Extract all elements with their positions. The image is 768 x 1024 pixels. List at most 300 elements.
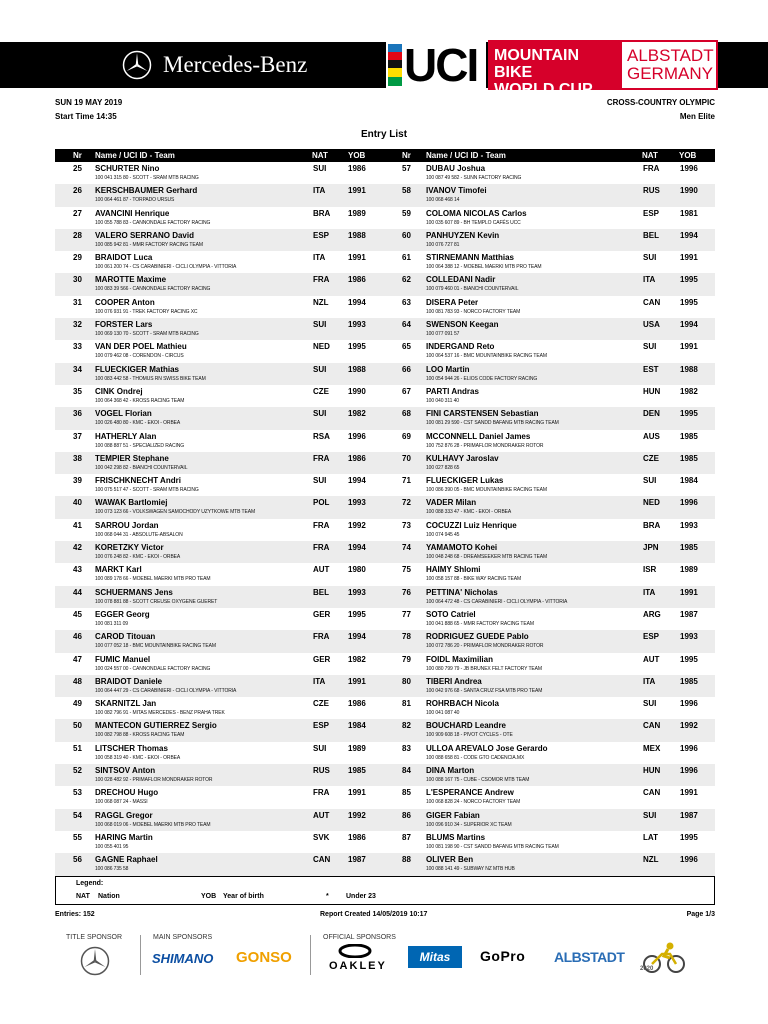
rider-number: 64	[402, 320, 411, 330]
rider-uci-team: 100 076 727 81	[426, 241, 460, 248]
rider-nation: CAN	[643, 297, 661, 307]
rider-name: SCHURTER Nino	[95, 164, 160, 173]
report-created: Report Created 14/05/2019 10:17	[320, 911, 428, 918]
rider-yob: 1982	[348, 409, 366, 419]
event-year: 2020	[640, 966, 654, 972]
rider-yob: 1981	[680, 208, 698, 218]
rider-uci-team: 100 068 828 24 - NORCO FACTORY TEAM	[426, 799, 521, 806]
rider-number: 86	[402, 810, 411, 820]
rider-name: CAROD Titouan	[95, 632, 156, 642]
rider-nation: ARG	[643, 609, 661, 619]
rider-yob: 1996	[680, 164, 698, 173]
entries-count: Entries: 152	[55, 911, 95, 918]
table-row	[55, 207, 715, 229]
rider-nation: JPN	[643, 543, 659, 553]
rider-yob: 1995	[680, 297, 698, 307]
venue-country: GERMANY	[627, 64, 713, 83]
rider-yob: 1989	[348, 208, 366, 218]
rider-uci-team: 100 061 200 74 - CS CARABINIERI - CICLI OLYMPIA - VITTORIA	[95, 264, 237, 271]
rider-number: 57	[402, 164, 411, 173]
table-row	[55, 162, 715, 184]
mitas-logo: Mitas	[408, 946, 462, 968]
rider-yob: 1991	[348, 676, 366, 686]
rider-yob: 1992	[348, 520, 366, 530]
legend-nat-value: Nation	[98, 893, 120, 900]
rider-number: 77	[402, 609, 411, 619]
title-sponsor-label: TITLE SPONSOR	[66, 934, 123, 941]
rider-yob: 1990	[680, 186, 698, 196]
rider-name: GAGNE Raphael	[95, 855, 158, 865]
rider-name: IVANOV Timofei	[426, 186, 487, 196]
rider-nation: ITA	[643, 587, 656, 597]
rider-uci-team: 100 077 091 57	[426, 331, 460, 338]
sponsor-divider	[140, 935, 141, 975]
table-row	[55, 474, 715, 496]
table-row	[55, 273, 715, 295]
rider-name: CINK Ondrej	[95, 386, 143, 396]
rider-name: STIRNEMANN Matthias	[426, 253, 515, 263]
rider-nation: FRA	[313, 520, 330, 530]
rider-name: FORSTER Lars	[95, 320, 153, 330]
legend-u23-key: *	[326, 893, 329, 900]
rider-name: FRISCHKNECHT Andri	[95, 476, 181, 486]
rider-uci-team: 100 081 311 09	[95, 620, 128, 627]
rider-number: 65	[402, 342, 411, 352]
rider-uci-team: 100 081 29 590 - CST SANDD BAFANG MTB RACING TEAM	[426, 420, 559, 427]
rider-uci-team: 100 081 783 93 - NORCO FACTORY TEAM	[426, 308, 521, 315]
rider-uci-team: 100 083 442 58 - THOMUS RN SWISS BIKE TEAM	[95, 375, 206, 382]
rider-nation: SUI	[643, 253, 657, 263]
rider-yob: 1994	[348, 632, 366, 642]
mercedes-star-icon	[122, 50, 152, 80]
rider-name: RODRIGUEZ GUEDE Pablo	[426, 632, 529, 642]
rider-number: 29	[73, 253, 82, 263]
rider-name: TIBERI Andrea	[426, 676, 482, 686]
rider-number: 33	[73, 342, 82, 352]
rider-nation: CZE	[313, 699, 329, 709]
rider-uci-team: 100 058 319 40 - KMC - EKOI - ORBEA	[95, 754, 181, 761]
rider-yob: 1994	[680, 320, 698, 330]
rider-nation: BEL	[643, 230, 659, 240]
rider-name: HATHERLY Alan	[95, 431, 157, 441]
col-nat-left: NAT	[312, 151, 328, 160]
legend-title: Legend:	[76, 880, 104, 887]
rider-nation: NZL	[643, 855, 659, 865]
rider-yob: 1984	[680, 476, 698, 486]
rider-nation: SUI	[643, 699, 657, 709]
rider-yob: 1988	[680, 364, 698, 374]
rider-number: 61	[402, 253, 411, 263]
rider-yob: 1985	[680, 453, 698, 463]
rider-nation: SUI	[313, 320, 327, 330]
rider-yob: 1985	[680, 543, 698, 553]
col-yob-left: YOB	[348, 151, 366, 160]
rider-name: FLUECKIGER Lukas	[426, 476, 504, 486]
rider-uci-team: 100 096 910 34 - SUPERIOR XC TEAM	[426, 821, 512, 828]
rider-nation: ITA	[643, 676, 656, 686]
rider-nation: BRA	[643, 520, 661, 530]
rider-yob: 1993	[348, 320, 366, 330]
rider-nation: CAN	[313, 855, 331, 865]
rider-number: 78	[402, 632, 411, 642]
legend-box	[55, 876, 715, 905]
rider-uci-team: 100 087 49 582 - SUNN FACTORY RACING	[426, 175, 522, 181]
event-line-2: WORLD CUP	[494, 81, 593, 98]
rider-yob: 1991	[348, 186, 366, 196]
table-row	[55, 541, 715, 563]
rider-number: 47	[73, 654, 82, 664]
rider-name: FLUECKIGER Mathias	[95, 364, 180, 374]
rider-nation: SUI	[313, 364, 327, 374]
rider-number: 49	[73, 699, 82, 709]
col-nat-right: NAT	[642, 151, 658, 160]
rider-yob: 1988	[348, 364, 366, 374]
rider-uci-team: 100 075 517 47 - SCOTT - SRAM MTB RACING	[95, 487, 199, 494]
rider-nation: ITA	[643, 275, 656, 285]
col-name-right: Name / UCI ID - Team	[426, 151, 506, 160]
rider-nation: DEN	[643, 409, 660, 419]
rider-uci-team: 100 079 460 01 - BIANCHI COUNTERVAIL	[426, 286, 519, 293]
albstadt-logo: ALBSTADT	[554, 949, 625, 965]
rider-uci-team: 100 073 123 66 - VOLKSWAGEN SAMOCHODY UZYTKOWE MTB TEAM	[95, 509, 256, 516]
rider-uci-team: 100 042 298 82 - BIANCHI COUNTERVAIL	[95, 464, 188, 471]
sponsor-divider	[310, 935, 311, 975]
rider-yob: 1986	[348, 832, 366, 842]
rider-yob: 1996	[348, 431, 366, 441]
rider-yob: 1987	[348, 855, 366, 865]
rider-nation: BRA	[313, 208, 331, 218]
official-sponsors-label: OFFICIAL SPONSORS	[323, 934, 396, 941]
rider-nation: ISR	[643, 565, 657, 575]
rider-number: 39	[73, 476, 82, 486]
rider-name: FINI CARSTENSEN Sebastian	[426, 409, 539, 419]
table-row	[55, 786, 715, 808]
rider-name: LOO Martin	[426, 364, 470, 374]
rider-name: SARROU Jordan	[95, 520, 159, 530]
table-row	[55, 340, 715, 362]
rider-uci-team: 100 064 447 29 - CS CARABINIERI - CICLI OLYMPIA - VITTORIA	[95, 687, 237, 694]
rider-yob: 1995	[680, 832, 698, 842]
rider-name: SOTO Catriel	[426, 609, 476, 619]
rider-uci-team: 100 028 482 92 - PRIMAFLOR MONDRAKER ROTOR	[95, 777, 213, 784]
rider-name: HAIMY Shlomi	[426, 565, 481, 575]
rider-uci-team: 100 072 786 20 - PRIMAFLOR MONDRAKER ROTOR	[426, 643, 544, 650]
table-row	[55, 430, 715, 452]
rider-name: VALERO SERRANO David	[95, 230, 194, 240]
rider-number: 31	[73, 297, 82, 307]
rider-yob: 1991	[680, 788, 698, 798]
rider-yob: 1987	[680, 609, 698, 619]
rider-uci-team: 100 076 248 82 - KMC - EKOI - ORBEA	[95, 554, 181, 561]
rider-nation: EST	[643, 364, 659, 374]
rider-name: BLUMS Martins	[426, 832, 486, 842]
rider-number: 66	[402, 364, 411, 374]
rider-yob: 1995	[680, 654, 698, 664]
discipline: CROSS-COUNTRY OLYMPIC	[606, 98, 715, 107]
mercedes-benz-wordmark: Mercedes-Benz	[163, 52, 308, 77]
rider-yob: 1991	[348, 788, 366, 798]
rider-name: ROHRBACH Nicola	[426, 699, 499, 709]
table-row	[55, 764, 715, 786]
rider-nation: ITA	[313, 186, 326, 196]
rider-number: 68	[402, 409, 411, 419]
rider-number: 83	[402, 743, 411, 753]
table-header	[55, 149, 715, 162]
rider-yob: 1995	[680, 275, 698, 285]
rider-yob: 1995	[348, 342, 366, 352]
rider-nation: HUN	[643, 766, 661, 776]
rider-name: DUBAU Joshua	[426, 164, 486, 173]
rider-nation: NZL	[313, 297, 329, 307]
rider-uci-team: 100 909 608 18 - PIVOT CYCLES - OTE	[426, 732, 513, 739]
rider-number: 88	[402, 855, 411, 865]
legend-u23-value: Under 23	[346, 893, 376, 900]
rider-nation: NED	[313, 342, 330, 352]
rider-yob: 1991	[348, 253, 366, 263]
rider-number: 52	[73, 766, 82, 776]
rider-nation: FRA	[313, 543, 330, 553]
rider-nation: SUI	[313, 164, 327, 173]
start-time: Start Time 14:35	[55, 112, 117, 121]
rider-nation: CAN	[643, 788, 661, 798]
rider-yob: 1991	[680, 253, 698, 263]
table-body	[55, 162, 715, 876]
rider-number: 27	[73, 208, 82, 218]
rider-yob: 1986	[348, 453, 366, 463]
rider-yob: 1994	[348, 543, 366, 553]
table-row	[55, 184, 715, 206]
rider-number: 32	[73, 320, 82, 330]
rider-nation: POL	[313, 498, 330, 508]
rider-yob: 1994	[348, 297, 366, 307]
rider-name: AVANCINI Henrique	[95, 208, 170, 218]
rider-nation: AUS	[643, 431, 660, 441]
legend-yob-value: Year of birth	[223, 893, 264, 900]
rider-number: 67	[402, 386, 411, 396]
rider-number: 76	[402, 587, 411, 597]
rider-uci-team: 100 041 315 80 - SCOTT - SRAM MTB RACING	[95, 175, 199, 181]
rider-number: 69	[402, 431, 411, 441]
legend-yob-key: YOB	[201, 893, 217, 900]
rider-name: MAROTTE Maxime	[95, 275, 167, 285]
table-row	[55, 675, 715, 697]
table-row	[55, 385, 715, 407]
rider-nation: FRA	[313, 788, 330, 798]
rider-uci-team: 100 042 976 68 - SANTA CRUZ FSA MTB PRO TEAM	[426, 687, 543, 694]
rider-nation: AUT	[643, 654, 660, 664]
rider-name: INDERGAND Reto	[426, 342, 495, 352]
rider-yob: 1991	[680, 342, 698, 352]
rider-name: BRAIDOT Luca	[95, 253, 153, 263]
page-number: Page 1/3	[686, 911, 715, 918]
rider-number: 45	[73, 609, 82, 619]
venue-box	[620, 40, 718, 90]
rider-number: 46	[73, 632, 82, 642]
rider-name: YAMAMOTO Kohei	[426, 543, 498, 553]
rider-yob: 1988	[348, 230, 366, 240]
rider-yob: 1995	[348, 609, 366, 619]
table-row	[55, 496, 715, 518]
page-title: Entry List	[360, 129, 408, 140]
rider-number: 26	[73, 186, 82, 196]
rider-uci-team: 100 068 468 14	[426, 197, 460, 204]
rider-name: GIGER Fabian	[426, 810, 480, 820]
table-row	[55, 853, 715, 875]
rider-number: 71	[402, 476, 411, 486]
rider-number: 50	[73, 721, 82, 731]
rider-uci-team: 100 068 019 06 - MOEBEL MAERKI MTB PRO TEAM	[95, 821, 211, 828]
rider-uci-team: 100 081 198 90 - CST SANDD BAFANG MTB RACING TEAM	[426, 843, 559, 850]
rider-name: FUMIC Manuel	[95, 654, 151, 664]
event-title-box	[488, 40, 620, 98]
rider-name: HARING Martin	[95, 832, 153, 842]
rider-name: PANHUYZEN Kevin	[426, 230, 500, 240]
rider-name: RAGGL Gregor	[95, 810, 153, 820]
rider-uci-team: 100 069 130 70 - SCOTT - SRAM MTB RACING	[95, 331, 199, 338]
rider-nation: ESP	[643, 632, 660, 642]
rider-nation: SUI	[313, 409, 327, 419]
rider-nation: ITA	[313, 676, 326, 686]
rider-nation: HUN	[643, 386, 661, 396]
rider-yob: 1995	[680, 409, 698, 419]
rider-number: 73	[402, 520, 411, 530]
rider-number: 37	[73, 431, 82, 441]
rider-yob: 1993	[348, 498, 366, 508]
rider-name: MANTECON GUTIERREZ Sergio	[95, 721, 217, 731]
rider-name: FOIDL Maximilian	[426, 654, 493, 664]
rider-uci-team: 100 086 735 58	[95, 866, 129, 873]
rider-yob: 1996	[680, 766, 698, 776]
main-sponsors-label: MAIN SPONSORS	[153, 934, 213, 941]
rider-yob: 1992	[680, 721, 698, 731]
rider-name: VADER Milan	[426, 498, 477, 508]
rider-name: BRAIDOT Daniele	[95, 676, 163, 686]
rider-number: 87	[402, 832, 411, 842]
gonso-logo: GONSO	[236, 949, 292, 966]
rider-name: EGGER Georg	[95, 609, 150, 619]
table-row	[55, 653, 715, 675]
rider-yob: 1992	[348, 810, 366, 820]
rider-nation: FRA	[313, 632, 330, 642]
rider-uci-team: 100 076 931 91 - TREK FACTORY RACING XC	[95, 308, 198, 315]
rider-uci-team: 100 088 658 81 - CODE GTO CADENCIA.MX	[426, 754, 525, 761]
rider-name: SWENSON Keegan	[426, 320, 499, 330]
rider-nation: ESP	[313, 230, 330, 240]
rider-yob: 1987	[680, 810, 698, 820]
table-row	[55, 608, 715, 630]
rider-uci-team: 100 058 157 88 - BIKE WAY RACING TEAM	[426, 576, 522, 583]
rider-uci-team: 100 074 945 45	[426, 531, 460, 538]
rider-nation: USA	[643, 320, 660, 330]
rider-nation: CZE	[313, 386, 329, 396]
rider-number: 63	[402, 297, 411, 307]
table-row	[55, 229, 715, 251]
rider-uci-team: 100 064 388 12 - MOEBEL MAERKI MTB PRO TEAM	[426, 264, 542, 271]
rider-uci-team: 100 752 876 28 - PRIMAFLOR MONDRAKER ROTOR	[426, 442, 544, 449]
rider-nation: SUI	[313, 743, 327, 753]
rider-name: SCHUERMANS Jens	[95, 587, 173, 597]
rider-yob: 1984	[348, 721, 366, 731]
rider-yob: 1996	[680, 855, 698, 865]
gopro-logo: GoPro	[480, 948, 526, 964]
rider-number: 72	[402, 498, 411, 508]
table-row	[55, 586, 715, 608]
rider-uci-team: 100 064 461 87 - TORPADO URSUS	[95, 197, 175, 204]
table-row	[55, 630, 715, 652]
rider-number: 30	[73, 275, 82, 285]
rider-uci-team: 100 024 557 00 - CANNONDALE FACTORY RACING	[95, 665, 211, 672]
oakley-ellipse-icon	[338, 944, 372, 958]
rider-uci-team: 100 026 480 80 - KMC - EKOI - ORBEA	[95, 420, 181, 427]
rider-uci-team: 100 068 087 24 - MASSI	[95, 799, 148, 806]
rider-name: DINA Marton	[426, 766, 475, 776]
rider-number: 60	[402, 230, 411, 240]
rider-number: 82	[402, 721, 411, 731]
rider-uci-team: 100 082 798 88 - KROSS RACING TEAM	[95, 732, 185, 739]
rider-uci-team: 100 055 401 95	[95, 843, 129, 850]
rider-uci-team: 100 068 044 31 - ABSOLUTE-ABSALON	[95, 531, 183, 538]
rider-yob: 1996	[680, 743, 698, 753]
table-row	[55, 452, 715, 474]
rider-name: L'ESPERANCE Andrew	[426, 788, 514, 798]
rider-number: 70	[402, 453, 411, 463]
rider-yob: 1990	[348, 386, 366, 396]
table-row	[55, 563, 715, 585]
rider-number: 53	[73, 788, 82, 798]
rider-name: PETTINA' Nicholas	[426, 587, 498, 597]
rider-yob: 1996	[680, 498, 698, 508]
table-row	[55, 719, 715, 741]
rider-name: VAN DER POEL Mathieu	[95, 342, 187, 352]
rider-yob: 1986	[348, 164, 366, 173]
rider-uci-team: 100 079 462 08 - CORENDON - CIRCUS	[95, 353, 184, 360]
rider-uci-team: 100 055 788 83 - CANNONDALE FACTORY RACING	[95, 219, 211, 226]
rider-number: 84	[402, 766, 411, 776]
rider-number: 55	[73, 832, 82, 842]
mercedes-star-icon	[80, 946, 110, 976]
oakley-logo: OAKLEY	[329, 960, 387, 972]
rider-number: 59	[402, 208, 411, 218]
rider-name: DRECHOU Hugo	[95, 788, 159, 798]
rider-uci-team: 100 064 368 42 - KROSS RACING TEAM	[95, 397, 185, 404]
rider-uci-team: 100 041 888 65 - MMR FACTORY RACING TEAM	[426, 620, 534, 627]
rider-number: 41	[73, 520, 82, 530]
rider-nation: GER	[313, 654, 331, 664]
col-name-left: Name / UCI ID - Team	[95, 151, 175, 160]
rider-yob: 1991	[680, 587, 698, 597]
rider-uci-team: 100 054 944 26 - ELIOS CODE FACTORY RACING	[426, 375, 538, 382]
rider-name: COLLEDANI Nadir	[426, 275, 496, 285]
table-row	[55, 697, 715, 719]
rider-yob: 1996	[680, 699, 698, 709]
table-row	[55, 519, 715, 541]
rider-name: KERSCHBAUMER Gerhard	[95, 186, 198, 196]
table-row	[55, 251, 715, 273]
race-date: SUN 19 MAY 2019	[55, 98, 123, 107]
rider-number: 80	[402, 676, 411, 686]
rider-number: 51	[73, 743, 82, 753]
rider-uci-team: 100 027 828 65	[426, 464, 460, 471]
rider-nation: SUI	[643, 810, 657, 820]
rider-yob: 1980	[348, 565, 366, 575]
rider-yob: 1985	[680, 431, 698, 441]
rider-name: LITSCHER Thomas	[95, 743, 168, 753]
rider-yob: 1982	[680, 386, 698, 396]
rider-name: COCUZZI Luiz Henrique	[426, 520, 517, 530]
uci-rainbow-stripes	[388, 44, 402, 86]
rider-name: VOGEL Florian	[95, 409, 152, 419]
rider-uci-team: 100 041 087 40	[426, 710, 460, 717]
